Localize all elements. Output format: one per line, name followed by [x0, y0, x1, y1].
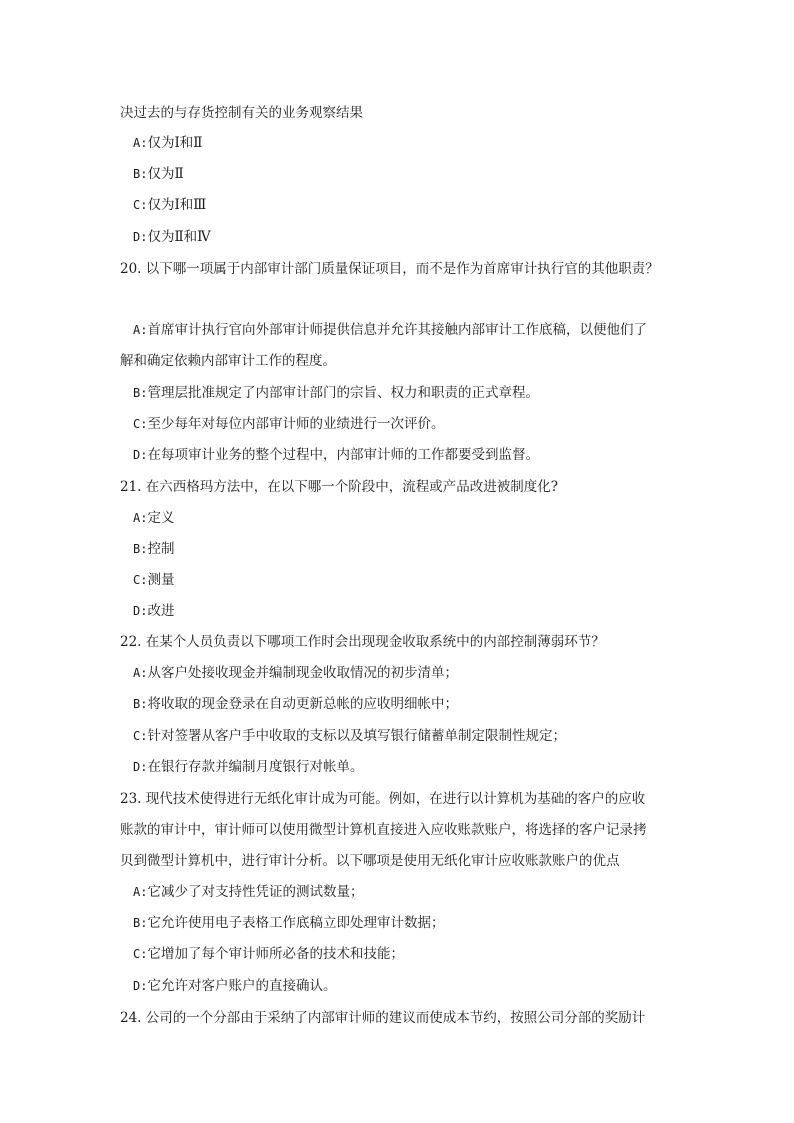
q19-option-c	[133, 195, 206, 215]
q23-question-line-1: 23. 现代技术使得进行无纸化审计成为可能。例如，在进行以计算机为基础的客户的应收	[120, 791, 646, 807]
option-text: 测量	[147, 572, 175, 588]
q23-option-a	[133, 882, 363, 902]
q21-option-a	[133, 508, 174, 528]
option-text: 它减少了对支持性凭证的测试数量；	[147, 884, 364, 900]
option-label: C:	[133, 417, 148, 431]
option-label: A:	[133, 666, 148, 680]
option-text: 在每项审计业务的整个过程中，内部审计师的工作都要受到监督。	[147, 447, 539, 463]
q23-question-line-2: 账款的审计中，审计师可以使用微型计算机直接进入应收账款账户，将选择的客户记录拷	[120, 822, 647, 838]
option-label: D:	[133, 448, 148, 462]
option-label: C:	[133, 947, 148, 961]
option-text: 定义	[147, 510, 175, 526]
option-label: A:	[133, 136, 148, 150]
q24-question: 24. 公司的一个分部由于采纳了内部审计师的建议而使成本节约，按照公司分部的奖励计	[120, 1010, 646, 1026]
option-text: 仅为Ⅰ和Ⅱ	[147, 135, 203, 151]
option-text: 在银行存款并编制月度银行对帐单。	[147, 759, 364, 775]
option-label: D:	[133, 604, 148, 618]
q22-option-c	[133, 726, 566, 746]
option-label: D:	[133, 760, 148, 774]
q21-option-c	[133, 570, 174, 590]
q21-option-d	[133, 601, 174, 621]
q21-option-b	[133, 539, 174, 559]
q21-question: 21. 在六西格玛方法中，在以下哪一个阶段中，流程或产品改进被制度化?	[120, 479, 558, 495]
option-text: 它允许使用电子表格工作底稿立即处理审计数据；	[147, 915, 445, 931]
q20-option-a-continuation: 解和确定依赖内部审计工作的程度。	[120, 353, 336, 369]
q22-option-d	[133, 757, 363, 777]
q22-question: 22. 在某个人员负责以下哪项工作时会出现现金收取系统中的内部控制薄弱环节？	[120, 634, 605, 650]
q19-option-b	[133, 164, 184, 184]
option-label: B:	[133, 542, 148, 556]
option-label: D:	[133, 979, 148, 993]
option-text: 从客户处接收现金并编制现金收取情况的初步清单；	[147, 665, 458, 681]
option-label: B:	[133, 167, 148, 181]
q23-option-b	[133, 913, 444, 933]
option-label: B:	[133, 386, 148, 400]
q22-option-b	[133, 694, 458, 714]
option-label: D:	[133, 230, 148, 244]
option-label: A:	[133, 323, 148, 337]
option-label: B:	[133, 916, 148, 930]
option-label: A:	[133, 885, 148, 899]
option-text: 仅为Ⅱ和Ⅳ	[147, 229, 211, 245]
option-text: 仅为Ⅰ和Ⅲ	[147, 197, 207, 213]
option-text: 它允许对客户账户的直接确认。	[147, 978, 337, 994]
option-text: 至少每年对每位内部审计师的业绩进行一次评价。	[147, 416, 445, 432]
q23-question-line-3: 贝到微型计算机中，进行审计分析。以下哪项是使用无纸化审计应收账款账户的优点	[120, 853, 620, 869]
option-label: C:	[133, 729, 148, 743]
option-label: A:	[133, 511, 148, 525]
option-label: C:	[133, 573, 148, 587]
q20-option-b	[133, 383, 539, 403]
q19-option-d	[133, 227, 211, 247]
option-text: 针对签署从客户手中收取的支标以及填写银行储蓄单制定限制性规定；	[147, 728, 566, 744]
q19-option-a	[133, 133, 202, 153]
q23-option-d	[133, 976, 336, 996]
q23-option-c	[133, 944, 404, 964]
option-text: 改进	[147, 603, 175, 619]
option-text: 它增加了每个审计师所必备的技术和技能；	[147, 946, 404, 962]
q20-option-a	[133, 320, 647, 340]
q20-option-d	[133, 445, 539, 465]
q20-option-c	[133, 414, 444, 434]
option-text: 管理层批准规定了内部审计部门的宗旨、权力和职责的正式章程。	[147, 385, 539, 401]
option-text: 将收取的现金登录在自动更新总帐的应收明细帐中；	[147, 696, 458, 712]
intro-line: 决过去的与存货控制有关的业务观察结果	[120, 105, 363, 121]
option-text: 控制	[147, 541, 175, 557]
option-text: 仅为Ⅱ	[147, 166, 184, 182]
q20-question: 20. 以下哪一项属于内部审计部门质量保证项目，而不是作为首席审计执行官的其他职责？	[120, 261, 659, 277]
option-label: C:	[133, 198, 148, 212]
option-text: 首席审计执行官向外部审计师提供信息并允许其接触内部审计工作底稿，以便他们了	[147, 322, 647, 338]
q22-option-a	[133, 663, 458, 683]
option-label: B:	[133, 697, 148, 711]
